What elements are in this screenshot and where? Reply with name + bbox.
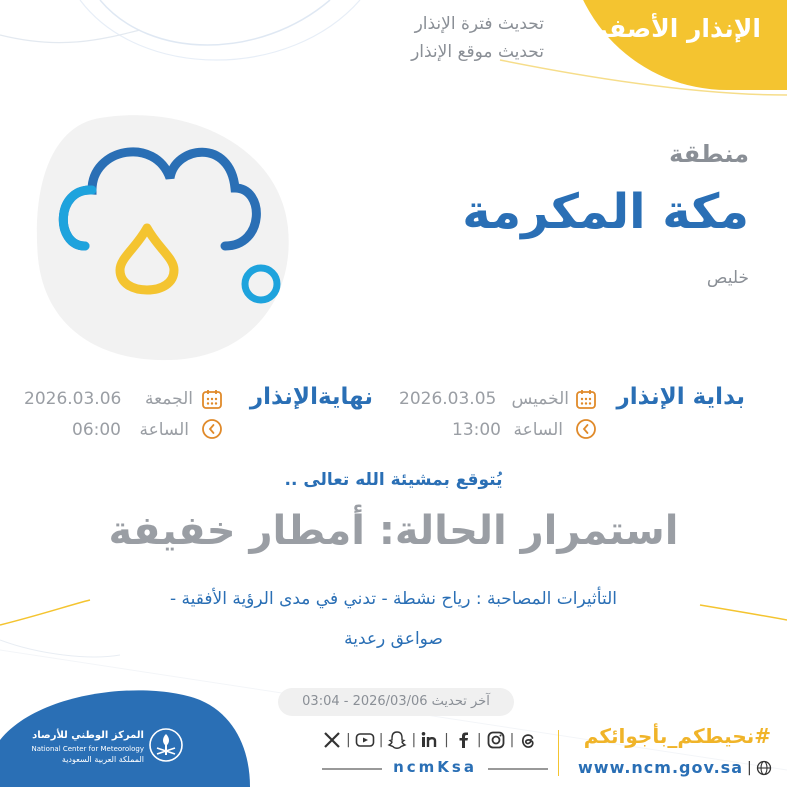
forecast-effects-continued: صواعق رعدية (344, 629, 443, 649)
org-name-arabic: المركز الوطني للأرصاد (32, 730, 144, 741)
calendar-icon (201, 388, 223, 410)
facebook-icon[interactable] (453, 730, 473, 750)
linkedin-icon[interactable] (420, 730, 440, 750)
start-date: 2026.03.05 (399, 389, 497, 409)
last-update-pill: آخر تحديث 2026/03/06 - 03:04 (278, 688, 514, 716)
threads-icon[interactable] (518, 730, 538, 750)
cloud-rain-icon (30, 108, 300, 368)
globe-icon (756, 760, 772, 776)
start-time-label: الساعة (513, 420, 563, 440)
forecast-headline: استمرار الحالة: أمطار خفيفة (108, 508, 679, 554)
social-links: | | | | | | (322, 730, 538, 750)
forecast-effects: التأثيرات المصاحبة : رياح نشطة - تدني في مدى الرؤية الأفقية - (170, 589, 617, 609)
end-time-label: الساعة (139, 420, 189, 440)
clock-icon (201, 418, 223, 440)
org-name-english: National Center for Meteorology (31, 745, 144, 753)
website-separator: | (747, 759, 752, 776)
end-date: 2026.03.06 (24, 389, 122, 409)
ncm-emblem-icon (148, 727, 184, 763)
website-row (578, 758, 772, 777)
start-day: الخميس (511, 389, 569, 409)
region-name: مكة المكرمة (462, 184, 749, 240)
start-time: 13:00 (452, 420, 501, 440)
end-day: الجمعة (144, 389, 193, 409)
start-period-title: بداية الإنذار (616, 384, 745, 410)
hashtag[interactable]: #نحيطكم_بأجوائكم (583, 724, 771, 748)
youtube-icon[interactable] (355, 730, 375, 750)
end-time: 06:00 (72, 420, 121, 440)
region-label: منطقة (669, 140, 749, 168)
website-link[interactable]: www.ncm.gov.sa (578, 758, 743, 777)
warning-level-title: الإنذار الأصفر (593, 14, 761, 43)
clock-icon (575, 418, 597, 440)
x-icon[interactable] (322, 730, 342, 750)
footer-divider (558, 730, 559, 776)
update-period-link[interactable]: تحديث فترة الإنذار (414, 14, 544, 34)
instagram-icon[interactable] (486, 730, 506, 750)
update-location-link[interactable]: تحديث موقع الإنذار (411, 42, 544, 62)
end-period-title: نهايةالإنذار (249, 384, 373, 410)
org-kingdom: المملكة العربية السعودية (61, 755, 144, 764)
calendar-icon (575, 388, 597, 410)
subregion-name: خليص (706, 268, 749, 288)
social-handle[interactable]: ncmKsa (393, 758, 477, 776)
forecast-intro: يُتوقع بمشيئة الله تعالى .. (284, 470, 503, 490)
snapchat-icon[interactable] (387, 730, 407, 750)
